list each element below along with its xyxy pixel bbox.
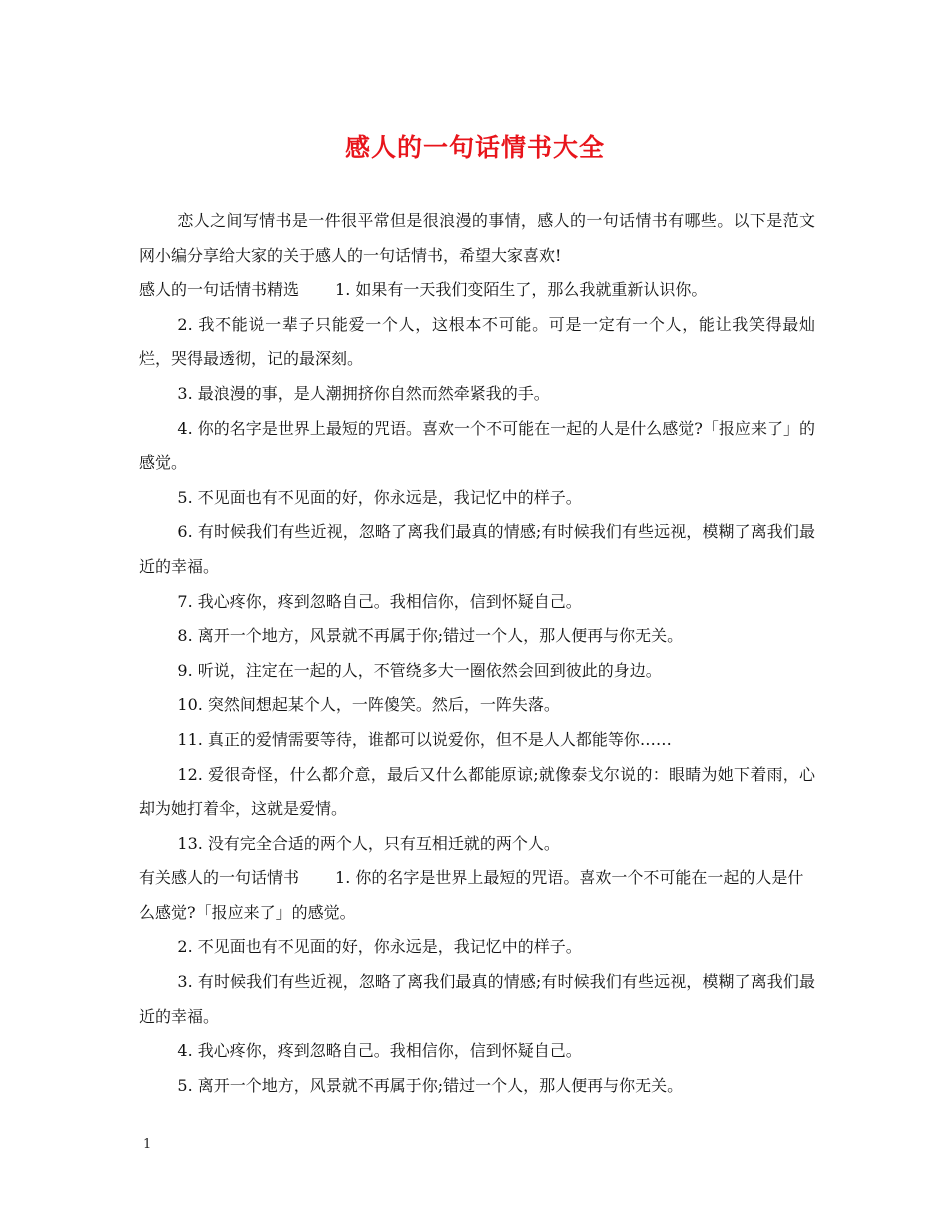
section-1-item: 2. 我不能说一辈子只能爱一个人，这根本不可能。可是一定有一个人，能让我笑得最灿烂，哭得最透彻，记的最深刻。	[139, 314, 815, 369]
intro-paragraph: 恋人之间写情书是一件很平常但是很浪漫的事情，感人的一句话情书有哪些。以下是范文网小编分享给大家的关于感人的一句话情书，希望大家喜欢!	[139, 211, 815, 265]
section-1-item: 13. 没有完全合适的两个人，只有互相迁就的两个人。	[177, 833, 560, 853]
section-2-item-1: 1. 你的名字是世界上最短的咒语。喜欢一个不可能在一起的人是什么感觉?「报应来了」的感觉。	[139, 868, 804, 922]
section-1-heading: 感人的一句话情书精选	[139, 280, 300, 300]
section-1-item: 8. 离开一个地方，风景就不再属于你;错过一个人，那人便再与你无关。	[177, 626, 684, 646]
section-1-item: 4. 你的名字是世界上最短的咒语。喜欢一个不可能在一起的人是什么感觉?「报应来了」的感觉。	[139, 418, 815, 473]
section-1-item: 5. 不见面也有不见面的好，你永远是，我记忆中的样子。	[177, 487, 582, 507]
section-1-item: 10. 突然间想起某个人，一阵傻笑。然后，一阵失落。	[177, 695, 560, 715]
document-body	[139, 204, 815, 1103]
page-number: 1	[143, 1137, 152, 1152]
section-2-item: 5. 离开一个地方，风景就不再属于你;错过一个人，那人便再与你无关。	[177, 1075, 684, 1095]
section-2-item: 4. 我心疼你，疼到忽略自己。我相信你，信到怀疑自己。	[177, 1041, 582, 1061]
section-1-item: 9. 听说，注定在一起的人，不管绕多大一圈依然会回到彼此的身边。	[177, 660, 662, 680]
section-1-item: 6. 有时候我们有些近视，忽略了离我们最真的情感;有时候我们有些远视，模糊了离我们最近的幸福。	[139, 522, 815, 576]
section-2-item: 2. 不见面也有不见面的好，你永远是，我记忆中的样子。	[177, 937, 582, 957]
section-1-item-1: 1. 如果有一天我们变陌生了，那么我就重新认识你。	[335, 280, 708, 300]
section-1-item: 11. 真正的爱情需要等待，谁都可以说爱你，但不是人人都能等你……	[177, 729, 672, 749]
section-2-line	[139, 861, 815, 930]
section-2-heading: 有关感人的一句话情书	[139, 868, 300, 888]
section-1-item: 3. 最浪漫的事，是人潮拥挤你自然而然牵紧我的手。	[177, 383, 550, 403]
section-1-line	[139, 273, 815, 308]
section-1-item: 7. 我心疼你，疼到忽略自己。我相信你，信到怀疑自己。	[177, 591, 582, 611]
document-title: 感人的一句话情书大全	[344, 133, 605, 162]
section-1-item: 12. 爱很奇怪，什么都介意，最后又什么都能原谅;就像泰戈尔说的：眼睛为她下着雨，心却为她打着伞，这就是爱情。	[139, 764, 815, 819]
section-2-item: 3. 有时候我们有些近视，忽略了离我们最真的情感;有时候我们有些远视，模糊了离我们最近的幸福。	[139, 972, 815, 1026]
